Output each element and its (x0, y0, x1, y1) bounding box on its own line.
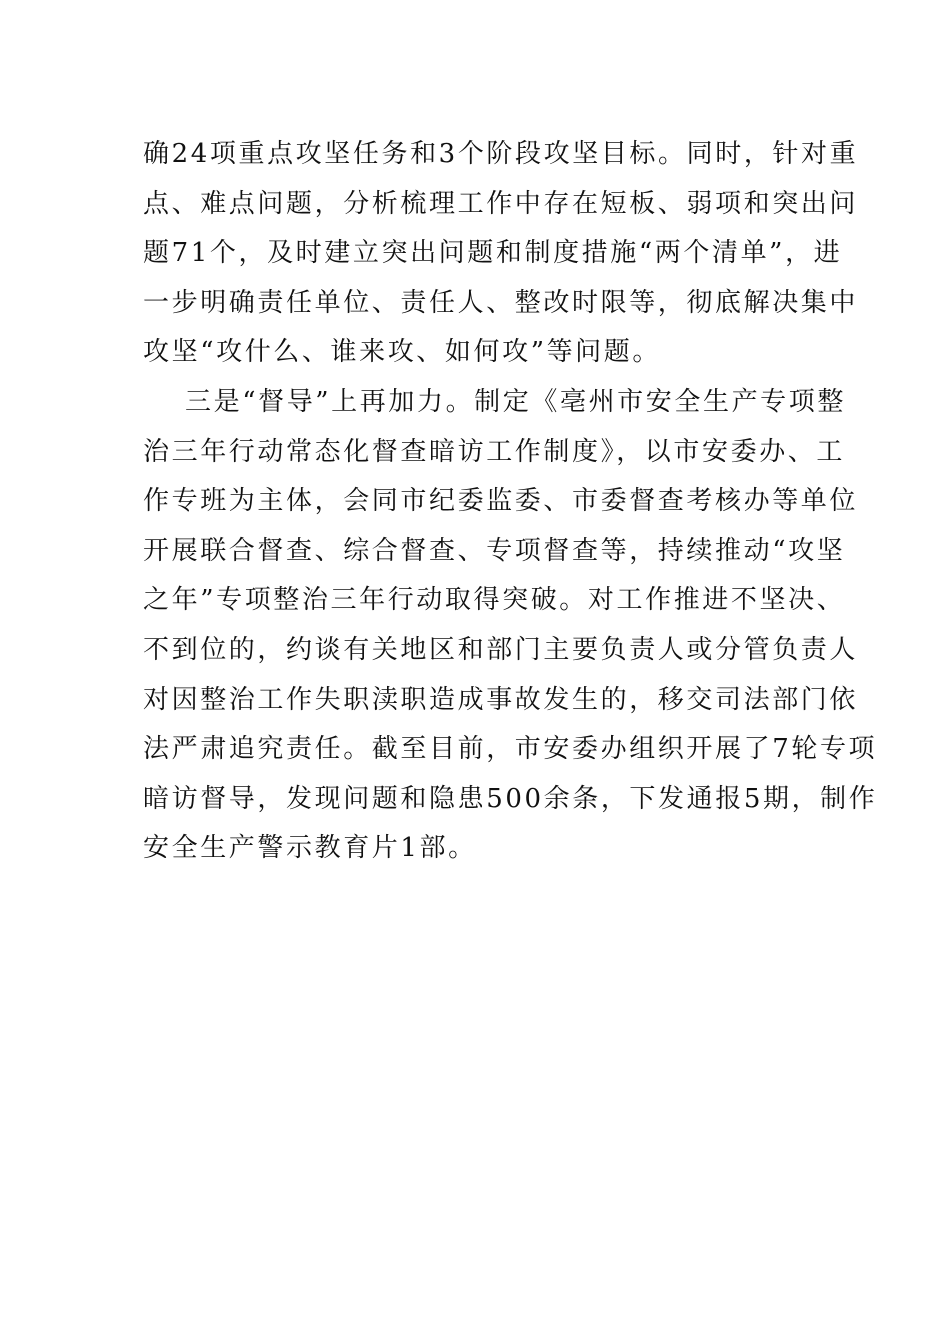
text-line: 题71个，及时建立突出问题和制度措施“两个清单”，进 (143, 238, 843, 269)
text-line: 点、难点问题，分析梳理工作中存在短板、弱项和突出问 (143, 188, 859, 219)
text-line (143, 874, 813, 924)
document-body (143, 130, 878, 924)
paragraph-2 (143, 378, 878, 924)
text-line: 暗访督导，发现问题和隐患500余条，下发通报5期，制作 (143, 783, 878, 814)
text-line: 法严肃追究责任。截至目前，市安委办组织开展了7轮专项 (143, 734, 878, 765)
paragraph-1 (143, 130, 859, 378)
text-line: 一步明确责任单位、责任人、整改时限等，彻底解决集中 (143, 287, 859, 318)
text-line: 之年”专项整治三年行动取得突破。对工作推进不坚决、 (143, 585, 846, 616)
text-line: 治三年行动常态化督查暗访工作制度》，以市安委办、工 (143, 436, 846, 467)
text-line: 作专班为主体，会同市纪委监委、市委督查考核办等单位 (143, 486, 859, 517)
text-line: 不到位的，约谈有关地区和部门主要负责人或分管负责人 (143, 634, 859, 665)
text-line: 三是“督导”上再加力。制定《亳州市安全生产专项整 (185, 386, 846, 417)
text-line: 对因整治工作失职渎职造成事故发生的，移交司法部门依 (143, 684, 859, 715)
text-line: 安全生产警示教育片1部。 (143, 833, 477, 864)
text-line: 确24项重点攻坚任务和3个阶段攻坚目标。同时，针对重 (143, 139, 859, 169)
text-line: 攻坚“攻什么、谁来攻、如何攻”等问题。 (143, 337, 661, 368)
text-line: 开展联合督查、综合督查、专项督查等，持续推动“攻坚 (143, 535, 846, 566)
